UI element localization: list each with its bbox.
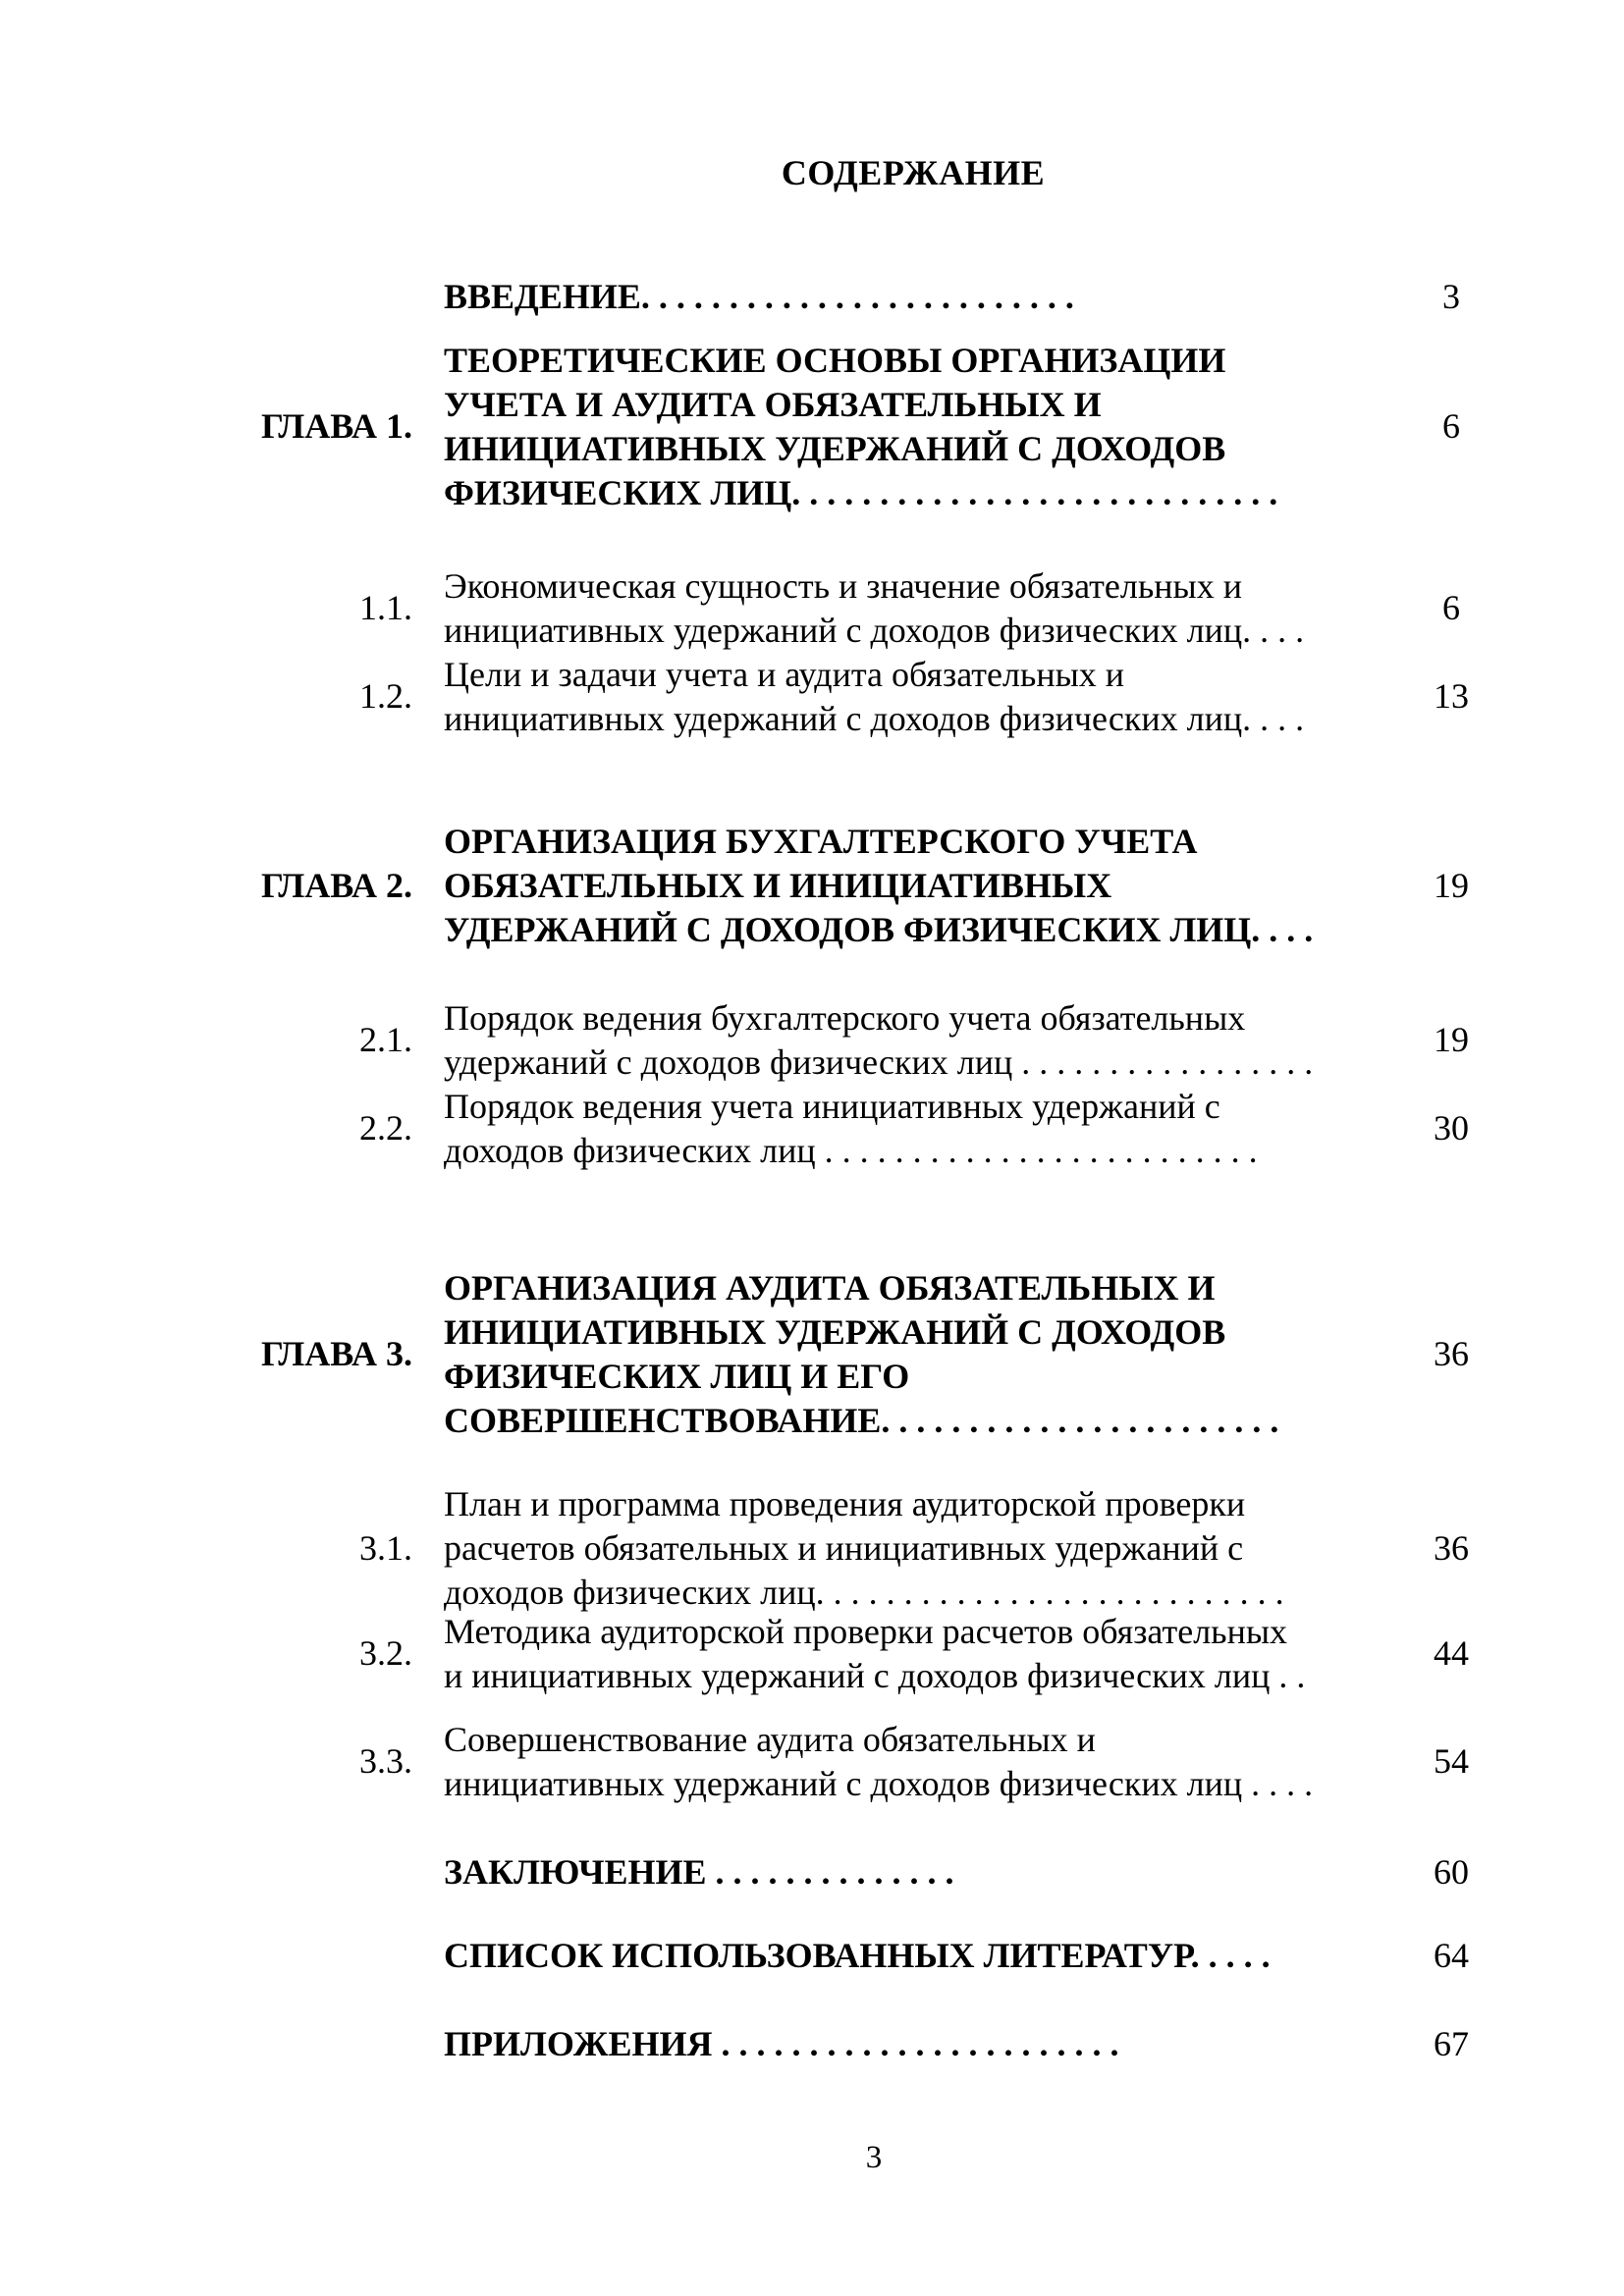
- toc-entry-title: [444, 2022, 1406, 2066]
- toc-entry-title: [444, 820, 1406, 952]
- toc-entry-title-line: расчетов обязательных и инициативных удержаний с: [444, 1528, 1244, 1568]
- toc-entry-label: ГЛАВА 1.: [260, 406, 412, 446]
- toc-entry-title-line: ОБЯЗАТЕЛЬНЫХ И ИНИЦИАТИВНЫХ: [444, 866, 1112, 905]
- toc-entry-title: [444, 653, 1406, 741]
- toc-entry-title-line: Порядок ведения бухгалтерского учета обязательных: [444, 998, 1246, 1038]
- toc-entry-title-line: ТЕОРЕТИЧЕСКИЕ ОСНОВЫ ОРГАНИЗАЦИИ: [444, 341, 1226, 380]
- toc-entry-title: [444, 1266, 1406, 1443]
- toc-entry-label: 2.1.: [359, 1020, 412, 1059]
- page-number-footer: 3: [865, 2140, 883, 2175]
- toc-entry-label: ГЛАВА 3.: [260, 1334, 412, 1373]
- toc-entry-title-line: инициативных удержаний с доходов физических лиц. . . .: [444, 699, 1305, 738]
- toc-entry-title: [444, 1610, 1406, 1698]
- toc-entry-title: [444, 1934, 1406, 1978]
- toc-entry-page-number: 3: [1442, 276, 1460, 316]
- toc-entry-title-line: Экономическая сущность и значение обязательных и: [444, 566, 1242, 606]
- toc-entry-label: 1.2.: [359, 676, 412, 716]
- toc-entry-page-number: 67: [1434, 2023, 1469, 2063]
- toc-entry-label: ГЛАВА 2.: [260, 865, 412, 905]
- toc-entry-title-line: удержаний с доходов физических лиц . . . . . . . . . . . . . . . . .: [444, 1042, 1314, 1082]
- toc-entry-title-line: ИНИЦИАТИВНЫХ УДЕРЖАНИЙ С ДОХОДОВ: [444, 1312, 1226, 1352]
- toc-entry-title-line: Цели и задачи учета и аудита обязательных и: [444, 655, 1125, 694]
- toc-entry-title-line: ОРГАНИЗАЦИЯ АУДИТА ОБЯЗАТЕЛЬНЫХ И: [444, 1268, 1216, 1308]
- toc-entry-title-line: доходов физических лиц. . . . . . . . . . . . . . . . . . . . . . . . . . .: [444, 1573, 1284, 1612]
- toc-entry-title-line: ИНИЦИАТИВНЫХ УДЕРЖАНИЙ С ДОХОДОВ: [444, 429, 1226, 468]
- toc-entry-title: [444, 1482, 1406, 1615]
- toc-entry-title: [444, 564, 1406, 653]
- toc-entry-title-line: План и программа проведения аудиторской проверки: [444, 1484, 1246, 1523]
- toc-entry-label: 3.1.: [359, 1527, 412, 1568]
- toc-entry-page-number: 54: [1434, 1741, 1469, 1781]
- toc-entry-title-line: УЧЕТА И АУДИТА ОБЯЗАТЕЛЬНЫХ И: [444, 385, 1102, 424]
- toc-entry-label: 1.1.: [359, 588, 412, 627]
- toc-entry-title-line: СОВЕРШЕНСТВОВАНИЕ. . . . . . . . . . . . . . . . . . . . . . .: [444, 1401, 1279, 1440]
- toc-entry-page-number: 13: [1434, 676, 1469, 716]
- toc-entry-title-line: ВВЕДЕНИЕ. . . . . . . . . . . . . . . . . . . . . . . . .: [444, 277, 1074, 316]
- toc-entry-title-line: ФИЗИЧЕСКИХ ЛИЦ И ЕГО: [444, 1357, 910, 1396]
- toc-entry-page-number: 6: [1442, 406, 1460, 446]
- toc-entry-title: [444, 1085, 1406, 1173]
- toc-entry-title-line: инициативных удержаний с доходов физических лиц. . . .: [444, 611, 1305, 650]
- toc-entry-title-line: ОРГАНИЗАЦИЯ БУХГАЛТЕРСКОГО УЧЕТА: [444, 822, 1198, 861]
- toc-entry-title-line: и инициативных удержаний с доходов физических лиц . .: [444, 1656, 1306, 1695]
- toc-entry-label: 3.2.: [359, 1633, 412, 1673]
- toc-entry-title-line: ФИЗИЧЕСКИХ ЛИЦ. . . . . . . . . . . . . . . . . . . . . . . . . . . .: [444, 473, 1278, 512]
- toc-entry-title-line: ПРИЛОЖЕНИЯ . . . . . . . . . . . . . . . . . . . . . . .: [444, 2024, 1119, 2063]
- toc-entry-title: [444, 275, 1406, 319]
- toc-entry-title-line: УДЕРЖАНИЙ С ДОХОДОВ ФИЗИЧЕСКИХ ЛИЦ. . . .: [444, 910, 1314, 949]
- toc-entry-title: [444, 1850, 1406, 1895]
- page-title: СОДЕРЖАНИЕ: [781, 153, 1046, 192]
- toc-entry-title: [444, 339, 1406, 515]
- toc-entry-page-number: 30: [1434, 1108, 1469, 1148]
- toc-entry-title-line: ЗАКЛЮЧЕНИЕ . . . . . . . . . . . . . .: [444, 1852, 954, 1892]
- toc-entry-page-number: 6: [1442, 588, 1460, 627]
- toc-entry-page-number: 19: [1434, 1020, 1469, 1059]
- toc-entry-page-number: 60: [1434, 1851, 1469, 1892]
- toc-entry-title-line: СПИСОК ИСПОЛЬЗОВАННЫХ ЛИТЕРАТУР. . . . .: [444, 1936, 1271, 1975]
- toc-entry-title-line: доходов физических лиц . . . . . . . . . . . . . . . . . . . . . . . . .: [444, 1131, 1258, 1170]
- toc-entry-page-number: 36: [1434, 1527, 1469, 1568]
- toc-entry-title-line: Методика аудиторской проверки расчетов обязательных: [444, 1612, 1288, 1651]
- toc-entry-page-number: 44: [1434, 1633, 1469, 1673]
- toc-entry-label: 3.3.: [359, 1741, 412, 1781]
- toc-entry-page-number: 64: [1434, 1935, 1469, 1975]
- toc-entry-title: [444, 996, 1406, 1085]
- toc-entry-title-line: Совершенствование аудита обязательных и: [444, 1720, 1096, 1759]
- toc-entry-title-line: инициативных удержаний с доходов физических лиц . . . .: [444, 1764, 1314, 1803]
- toc-entry-page-number: 19: [1434, 865, 1469, 905]
- toc-entry-page-number: 36: [1434, 1334, 1469, 1373]
- toc-entry-title: [444, 1718, 1406, 1806]
- toc-entry-label: 2.2.: [359, 1108, 412, 1148]
- toc-entry-title-line: Порядок ведения учета инициативных удержаний с: [444, 1087, 1220, 1126]
